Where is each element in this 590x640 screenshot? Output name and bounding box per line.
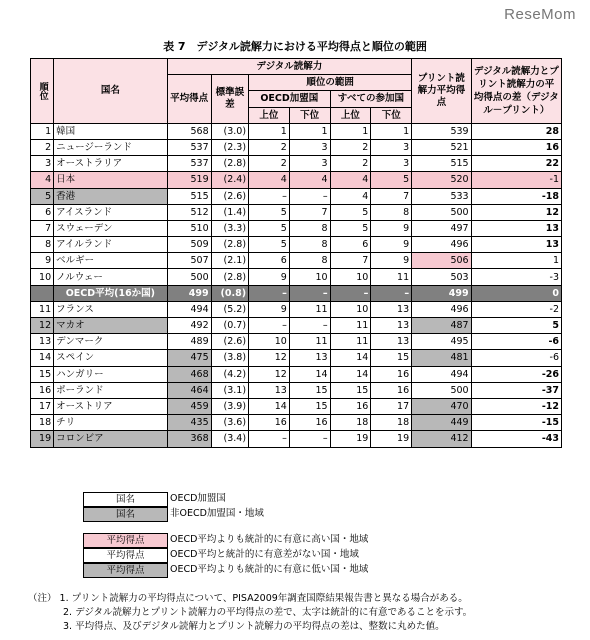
- oecd-lower-cell: 14: [289, 366, 330, 382]
- avg-cell: 509: [167, 237, 211, 253]
- table-row: [31, 301, 562, 317]
- diff-cell: -6: [471, 334, 561, 350]
- all-lower-cell: 13: [371, 318, 412, 334]
- table-row: [31, 253, 562, 269]
- print-cell: 500: [412, 382, 471, 398]
- country-cell: オーストラリア: [54, 156, 167, 172]
- se-cell: (3.8): [211, 350, 248, 366]
- oecd-lower-cell: 4: [289, 172, 330, 188]
- legend-same-box: 平均得点: [83, 548, 168, 563]
- all-upper-cell: 16: [330, 398, 371, 414]
- country-cell: マカオ: [54, 318, 167, 334]
- se-cell: (0.7): [211, 318, 248, 334]
- print-cell: 412: [412, 431, 471, 447]
- table-row: [31, 350, 562, 366]
- oecd-average-row: [31, 285, 562, 301]
- all-lower-cell: 11: [371, 269, 412, 285]
- rank-cell: 6: [31, 204, 54, 220]
- se-cell: (3.4): [211, 431, 248, 447]
- rank-cell: 15: [31, 366, 54, 382]
- legend-high-box: 平均得点: [83, 533, 168, 548]
- all-lower-cell: 17: [371, 398, 412, 414]
- all-lower-cell: 13: [371, 334, 412, 350]
- se-cell: (3.6): [211, 415, 248, 431]
- country-cell: デンマーク: [54, 334, 167, 350]
- se-cell: (4.2): [211, 366, 248, 382]
- country-cell: コロンビア: [54, 431, 167, 447]
- avg-cell: 459: [167, 398, 211, 414]
- oecd-lower-cell: 11: [289, 301, 330, 317]
- country-cell: 香港: [54, 188, 167, 204]
- rank-cell: 14: [31, 350, 54, 366]
- all-lower-cell: 16: [371, 366, 412, 382]
- print-cell: 499: [412, 285, 471, 301]
- rank-cell: 5: [31, 188, 54, 204]
- oecd-upper-cell: 5: [249, 204, 290, 220]
- all-lower-cell: 1: [371, 123, 412, 139]
- header-rank: 順位: [31, 59, 54, 124]
- legend-same-text: OECD平均と統計的に有意差がない国・地域: [170, 549, 359, 560]
- all-upper-cell: 4: [330, 172, 371, 188]
- rank-cell: 12: [31, 318, 54, 334]
- table-row: [31, 318, 562, 334]
- oecd-lower-cell: 8: [289, 237, 330, 253]
- table-title: 表 7 デジタル読解力における平均得点と順位の範囲: [163, 40, 427, 53]
- oecd-upper-cell: 6: [249, 253, 290, 269]
- header-diff: デジタル読解力とプリント読解力の平均得点の差（デジタル－プリント）: [471, 59, 561, 124]
- oecd-upper-cell: 9: [249, 301, 290, 317]
- header-digital: デジタル読解力: [167, 59, 412, 75]
- note-3: 3. 平均得点、及びデジタル読解力とプリント読解力の平均得点の差は、整数に丸めた値。: [63, 621, 445, 632]
- all-lower-cell: 19: [371, 431, 412, 447]
- print-cell: 497: [412, 220, 471, 236]
- header-print: プリント読解力平均得点: [412, 59, 471, 124]
- country-cell: チリ: [54, 415, 167, 431]
- oecd-lower-cell: 8: [289, 220, 330, 236]
- avg-cell: 500: [167, 269, 211, 285]
- all-lower-cell: 5: [371, 172, 412, 188]
- se-cell: (2.6): [211, 188, 248, 204]
- se-cell: (2.1): [211, 253, 248, 269]
- oecd-lower-cell: –: [289, 285, 330, 301]
- print-cell: 503: [412, 269, 471, 285]
- note-1: [28, 592, 472, 606]
- country-cell: ベルギー: [54, 253, 167, 269]
- legend-oecd-text: OECD加盟国: [170, 493, 226, 504]
- all-lower-cell: –: [371, 285, 412, 301]
- rank-cell: 7: [31, 220, 54, 236]
- oecd-upper-cell: 5: [249, 220, 290, 236]
- oecd-upper-cell: 10: [249, 334, 290, 350]
- se-cell: (2.3): [211, 139, 248, 155]
- oecd-upper-cell: –: [249, 318, 290, 334]
- oecd-lower-cell: 11: [289, 334, 330, 350]
- diff-cell: -15: [471, 415, 561, 431]
- all-upper-cell: 6: [330, 237, 371, 253]
- all-lower-cell: 9: [371, 237, 412, 253]
- note-2: 2. デジタル読解力とプリント読解力の平均得点の差で、太字は統計的に有意であることを示す。: [63, 607, 473, 618]
- all-lower-cell: 9: [371, 253, 412, 269]
- all-lower-cell: 18: [371, 415, 412, 431]
- header-all-upper: 上位: [330, 107, 371, 123]
- diff-cell: 5: [471, 318, 561, 334]
- avg-cell: 475: [167, 350, 211, 366]
- table-row: [31, 123, 562, 139]
- oecd-lower-cell: 8: [289, 253, 330, 269]
- all-lower-cell: 8: [371, 204, 412, 220]
- print-cell: 515: [412, 156, 471, 172]
- oecd-upper-cell: 5: [249, 237, 290, 253]
- oecd-upper-cell: –: [249, 188, 290, 204]
- table-row: [31, 220, 562, 236]
- oecd-upper-cell: 16: [249, 415, 290, 431]
- avg-cell: 537: [167, 139, 211, 155]
- country-cell: スペイン: [54, 350, 167, 366]
- print-cell: 506: [412, 253, 471, 269]
- all-upper-cell: 5: [330, 220, 371, 236]
- rank-cell: 9: [31, 253, 54, 269]
- header-oecd-group: OECD加盟国: [249, 91, 331, 107]
- se-cell: (2.8): [211, 237, 248, 253]
- se-cell: (2.8): [211, 269, 248, 285]
- all-upper-cell: 10: [330, 301, 371, 317]
- country-cell: フランス: [54, 301, 167, 317]
- print-cell: 470: [412, 398, 471, 414]
- header-oecd-lower: 下位: [289, 107, 330, 123]
- oecd-upper-cell: 2: [249, 156, 290, 172]
- print-cell: 539: [412, 123, 471, 139]
- avg-cell: 507: [167, 253, 211, 269]
- all-upper-cell: 2: [330, 139, 371, 155]
- all-upper-cell: 1: [330, 123, 371, 139]
- table-row: [31, 172, 562, 188]
- all-upper-cell: 18: [330, 415, 371, 431]
- legend-low-box: 平均得点: [83, 563, 168, 578]
- se-cell: (2.6): [211, 334, 248, 350]
- oecd-upper-cell: 13: [249, 382, 290, 398]
- avg-cell: 515: [167, 188, 211, 204]
- all-lower-cell: 3: [371, 156, 412, 172]
- table-row: [31, 382, 562, 398]
- header-country: 国名: [54, 59, 167, 124]
- country-cell: アイルランド: [54, 237, 167, 253]
- header-all-group: すべての参加国: [330, 91, 412, 107]
- header-avg: 平均得点: [167, 75, 211, 124]
- country-cell: ノルウェー: [54, 269, 167, 285]
- country-cell: オーストリア: [54, 398, 167, 414]
- resemom-logo: ReseMom: [504, 6, 576, 23]
- legend-low-text: OECD平均よりも統計的に有意に低い国・地域: [170, 564, 369, 575]
- rank-cell: 4: [31, 172, 54, 188]
- oecd-upper-cell: 14: [249, 398, 290, 414]
- oecd-lower-cell: 15: [289, 398, 330, 414]
- oecd-lower-cell: 15: [289, 382, 330, 398]
- notes: [28, 592, 472, 634]
- all-lower-cell: 3: [371, 139, 412, 155]
- note-prefix: （注）: [28, 593, 57, 604]
- all-upper-cell: 14: [330, 366, 371, 382]
- print-cell: 481: [412, 350, 471, 366]
- print-cell: 500: [412, 204, 471, 220]
- oecd-lower-cell: –: [289, 431, 330, 447]
- avg-cell: 537: [167, 156, 211, 172]
- diff-cell: 0: [471, 285, 561, 301]
- print-cell: 495: [412, 334, 471, 350]
- table-row: [31, 237, 562, 253]
- table-row: [31, 156, 562, 172]
- oecd-upper-cell: 4: [249, 172, 290, 188]
- table-row: [31, 431, 562, 447]
- diff-cell: -12: [471, 398, 561, 414]
- table-row: [31, 269, 562, 285]
- se-cell: (3.3): [211, 220, 248, 236]
- diff-cell: 1: [471, 253, 561, 269]
- oecd-lower-cell: –: [289, 188, 330, 204]
- oecd-lower-cell: 16: [289, 415, 330, 431]
- all-lower-cell: 15: [371, 350, 412, 366]
- all-upper-cell: 4: [330, 188, 371, 204]
- diff-cell: -2: [471, 301, 561, 317]
- print-cell: 487: [412, 318, 471, 334]
- se-cell: (0.8): [211, 285, 248, 301]
- rank-cell: 16: [31, 382, 54, 398]
- all-lower-cell: 9: [371, 220, 412, 236]
- avg-cell: 368: [167, 431, 211, 447]
- rank-cell: 1: [31, 123, 54, 139]
- diff-cell: 13: [471, 237, 561, 253]
- all-upper-cell: 11: [330, 334, 371, 350]
- avg-cell: 464: [167, 382, 211, 398]
- diff-cell: 16: [471, 139, 561, 155]
- se-cell: (3.1): [211, 382, 248, 398]
- diff-cell: -37: [471, 382, 561, 398]
- header-oecd-upper: 上位: [249, 107, 290, 123]
- oecd-upper-cell: –: [249, 285, 290, 301]
- oecd-lower-cell: 1: [289, 123, 330, 139]
- digital-reading-table: [30, 58, 562, 448]
- print-cell: 494: [412, 366, 471, 382]
- avg-cell: 519: [167, 172, 211, 188]
- legend-oecd-box: 国名: [83, 492, 168, 507]
- rank-cell: 8: [31, 237, 54, 253]
- se-cell: (3.9): [211, 398, 248, 414]
- table-row: [31, 415, 562, 431]
- rank-cell: 18: [31, 415, 54, 431]
- diff-cell: -3: [471, 269, 561, 285]
- country-cell: 日本: [54, 172, 167, 188]
- table-row: [31, 204, 562, 220]
- avg-cell: 512: [167, 204, 211, 220]
- oecd-upper-cell: –: [249, 431, 290, 447]
- diff-cell: 22: [471, 156, 561, 172]
- table-row: [31, 366, 562, 382]
- all-upper-cell: 19: [330, 431, 371, 447]
- rank-cell: 17: [31, 398, 54, 414]
- all-lower-cell: 7: [371, 188, 412, 204]
- se-cell: (2.4): [211, 172, 248, 188]
- print-cell: 496: [412, 237, 471, 253]
- avg-cell: 489: [167, 334, 211, 350]
- all-upper-cell: 10: [330, 269, 371, 285]
- country-cell: スウェーデン: [54, 220, 167, 236]
- legend-high-text: OECD平均よりも統計的に有意に高い国・地域: [170, 534, 369, 545]
- avg-cell: 499: [167, 285, 211, 301]
- print-cell: 520: [412, 172, 471, 188]
- oecd-lower-cell: 3: [289, 156, 330, 172]
- print-cell: 449: [412, 415, 471, 431]
- oecd-lower-cell: 3: [289, 139, 330, 155]
- all-upper-cell: 2: [330, 156, 371, 172]
- oecd-lower-cell: –: [289, 318, 330, 334]
- avg-cell: 492: [167, 318, 211, 334]
- print-cell: 521: [412, 139, 471, 155]
- oecd-upper-cell: 12: [249, 350, 290, 366]
- diff-cell: -6: [471, 350, 561, 366]
- note-1-text: 1. プリント読解力の平均得点について、PISA2009年調査国際結果報告書と異なる場合がある。: [59, 593, 468, 604]
- avg-cell: 435: [167, 415, 211, 431]
- table-row: [31, 188, 562, 204]
- country-cell: OECD平均(16か国): [54, 285, 167, 301]
- diff-cell: 13: [471, 220, 561, 236]
- oecd-upper-cell: 9: [249, 269, 290, 285]
- oecd-lower-cell: 10: [289, 269, 330, 285]
- rank-cell: 2: [31, 139, 54, 155]
- diff-cell: -26: [471, 366, 561, 382]
- legend-nonoecd-text: 非OECD加盟国・地域: [170, 508, 264, 519]
- rank-cell: 11: [31, 301, 54, 317]
- all-upper-cell: 15: [330, 382, 371, 398]
- all-upper-cell: 7: [330, 253, 371, 269]
- diff-cell: -1: [471, 172, 561, 188]
- avg-cell: 568: [167, 123, 211, 139]
- rank-cell: [31, 285, 54, 301]
- diff-cell: 28: [471, 123, 561, 139]
- table-row: [31, 139, 562, 155]
- all-lower-cell: 16: [371, 382, 412, 398]
- avg-cell: 494: [167, 301, 211, 317]
- header-all-lower: 下位: [371, 107, 412, 123]
- all-upper-cell: 14: [330, 350, 371, 366]
- header-se: 標準誤差: [211, 75, 248, 124]
- se-cell: (3.0): [211, 123, 248, 139]
- country-cell: ハンガリー: [54, 366, 167, 382]
- table-row: [31, 398, 562, 414]
- rank-cell: 10: [31, 269, 54, 285]
- oecd-upper-cell: 12: [249, 366, 290, 382]
- oecd-upper-cell: 1: [249, 123, 290, 139]
- rank-cell: 13: [31, 334, 54, 350]
- all-upper-cell: 5: [330, 204, 371, 220]
- oecd-lower-cell: 7: [289, 204, 330, 220]
- oecd-lower-cell: 13: [289, 350, 330, 366]
- country-cell: 韓国: [54, 123, 167, 139]
- country-cell: ポーランド: [54, 382, 167, 398]
- rank-cell: 3: [31, 156, 54, 172]
- se-cell: (5.2): [211, 301, 248, 317]
- diff-cell: 12: [471, 204, 561, 220]
- se-cell: (1.4): [211, 204, 248, 220]
- print-cell: 496: [412, 301, 471, 317]
- country-cell: ニュージーランド: [54, 139, 167, 155]
- oecd-upper-cell: 2: [249, 139, 290, 155]
- table-row: [31, 334, 562, 350]
- diff-cell: -43: [471, 431, 561, 447]
- diff-cell: -18: [471, 188, 561, 204]
- all-lower-cell: 13: [371, 301, 412, 317]
- all-upper-cell: 11: [330, 318, 371, 334]
- avg-cell: 468: [167, 366, 211, 382]
- header-range: 順位の範囲: [249, 75, 412, 91]
- country-cell: アイスランド: [54, 204, 167, 220]
- print-cell: 533: [412, 188, 471, 204]
- avg-cell: 510: [167, 220, 211, 236]
- se-cell: (2.8): [211, 156, 248, 172]
- all-upper-cell: –: [330, 285, 371, 301]
- rank-cell: 19: [31, 431, 54, 447]
- legend-nonoecd-box: 国名: [83, 507, 168, 522]
